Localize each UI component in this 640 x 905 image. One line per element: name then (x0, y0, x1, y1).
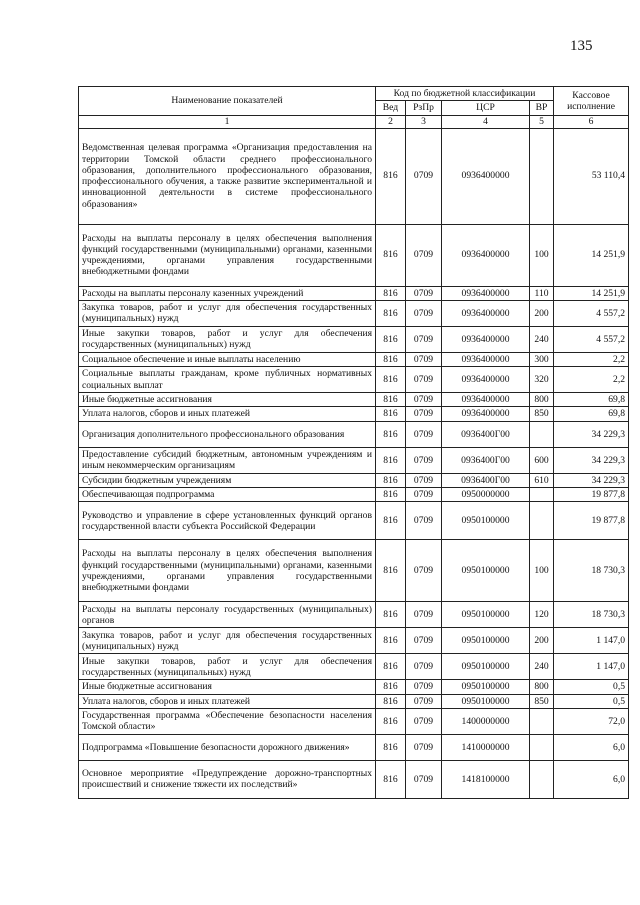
table-row (79, 128, 629, 224)
row-cash-amount: 19 877,8 (554, 488, 629, 502)
row-ved-code: 816 (376, 602, 406, 628)
row-name: Расходы на выплаты персоналу государственных (муниципальных) органов (79, 602, 376, 628)
row-ved-code: 816 (376, 708, 406, 734)
row-vr-code (530, 421, 554, 447)
row-name: Субсидии бюджетным учреждениям (79, 473, 376, 487)
row-name: Закупка товаров, работ и услуг для обеспечения государственных (муниципальных) нужд (79, 300, 376, 326)
row-cash-amount: 2,2 (554, 367, 629, 393)
table-row (79, 352, 629, 366)
row-ved-code: 816 (376, 447, 406, 473)
row-vr-code (530, 502, 554, 540)
row-name: Закупка товаров, работ и услуг для обеспечения государственных (муниципальных) нужд (79, 628, 376, 654)
column-number: 4 (442, 115, 530, 128)
row-ved-code: 816 (376, 393, 406, 407)
column-number: 3 (406, 115, 442, 128)
row-ved-code: 816 (376, 128, 406, 224)
row-csr-code: 0936400000 (442, 352, 530, 366)
row-cash-amount: 69,8 (554, 407, 629, 421)
row-rzpr-code: 0709 (406, 488, 442, 502)
header-csr: ЦСР (442, 101, 530, 115)
row-rzpr-code: 0709 (406, 502, 442, 540)
row-rzpr-code: 0709 (406, 407, 442, 421)
table-row (79, 602, 629, 628)
row-vr-code (530, 708, 554, 734)
row-csr-code: 0936400Г00 (442, 447, 530, 473)
row-cash-amount: 72,0 (554, 708, 629, 734)
row-rzpr-code: 0709 (406, 352, 442, 366)
row-vr-code: 240 (530, 326, 554, 352)
row-name: Расходы на выплаты персоналу в целях обеспечения выполнения функций государственными (муниципальными) органами, казенными учреждениями, органами управления государственными внебюджетными фондами (79, 540, 376, 602)
row-cash-amount: 2,2 (554, 352, 629, 366)
row-rzpr-code: 0709 (406, 128, 442, 224)
row-csr-code: 0950100000 (442, 680, 530, 694)
row-rzpr-code: 0709 (406, 473, 442, 487)
table-row (79, 407, 629, 421)
row-vr-code: 600 (530, 447, 554, 473)
row-rzpr-code: 0709 (406, 694, 442, 708)
row-cash-amount: 14 251,9 (554, 286, 629, 300)
row-ved-code: 816 (376, 680, 406, 694)
row-name: Ведомственная целевая программа «Организация предоставления на территории Томской области среднего профессионального образования, дополнительного профессионального образования, профессионального обучения, а также развитие экспериментальной и инновационной деятельности в системе профессионального образования» (79, 128, 376, 224)
budget-table (78, 86, 629, 799)
row-ved-code: 816 (376, 760, 406, 798)
table-row (79, 393, 629, 407)
header-ved: Вед (376, 101, 406, 115)
row-ved-code: 816 (376, 300, 406, 326)
row-name: Иные закупки товаров, работ и услуг для обеспечения государственных (муниципальных) нужд (79, 654, 376, 680)
row-rzpr-code: 0709 (406, 300, 442, 326)
row-ved-code: 816 (376, 367, 406, 393)
row-cash-amount: 0,5 (554, 680, 629, 694)
table-row (79, 447, 629, 473)
row-vr-code: 120 (530, 602, 554, 628)
row-cash-amount: 34 229,3 (554, 421, 629, 447)
row-rzpr-code: 0709 (406, 421, 442, 447)
row-cash-amount: 0,5 (554, 694, 629, 708)
row-vr-code: 100 (530, 540, 554, 602)
row-cash-amount: 14 251,9 (554, 224, 629, 286)
row-ved-code: 816 (376, 224, 406, 286)
row-csr-code: 0936400000 (442, 286, 530, 300)
row-vr-code: 200 (530, 300, 554, 326)
row-cash-amount: 6,0 (554, 760, 629, 798)
row-vr-code: 800 (530, 393, 554, 407)
table-row (79, 367, 629, 393)
row-ved-code: 816 (376, 654, 406, 680)
row-vr-code: 240 (530, 654, 554, 680)
row-name: Иные бюджетные ассигнования (79, 393, 376, 407)
row-cash-amount: 1 147,0 (554, 654, 629, 680)
row-name: Расходы на выплаты персоналу в целях обеспечения выполнения функций государственными (муниципальными) органами, казенными учреждениями, органами управления государственными внебюджетными фондами (79, 224, 376, 286)
table-row (79, 540, 629, 602)
row-rzpr-code: 0709 (406, 602, 442, 628)
row-cash-amount: 4 557,2 (554, 326, 629, 352)
row-cash-amount: 4 557,2 (554, 300, 629, 326)
row-cash-amount: 6,0 (554, 734, 629, 760)
row-rzpr-code: 0709 (406, 224, 442, 286)
row-vr-code: 850 (530, 694, 554, 708)
row-ved-code: 816 (376, 628, 406, 654)
row-csr-code: 0950100000 (442, 654, 530, 680)
row-rzpr-code: 0709 (406, 680, 442, 694)
row-name: Государственная программа «Обеспечение безопасности населения Томской области» (79, 708, 376, 734)
table-row (79, 628, 629, 654)
column-number: 1 (79, 115, 376, 128)
row-csr-code: 0950100000 (442, 540, 530, 602)
table-row (79, 502, 629, 540)
row-vr-code: 800 (530, 680, 554, 694)
row-csr-code: 1400000000 (442, 708, 530, 734)
row-rzpr-code: 0709 (406, 654, 442, 680)
page-number: 135 (570, 38, 593, 54)
row-name: Руководство и управление в сфере установленных функций органов государственной власти субъекта Российской Федерации (79, 502, 376, 540)
row-csr-code: 0936400000 (442, 407, 530, 421)
row-name: Организация дополнительного профессионального образования (79, 421, 376, 447)
row-rzpr-code: 0709 (406, 734, 442, 760)
row-csr-code: 0936400000 (442, 224, 530, 286)
column-number: 6 (554, 115, 629, 128)
row-csr-code: 0950000000 (442, 488, 530, 502)
table-row (79, 694, 629, 708)
row-cash-amount: 34 229,3 (554, 473, 629, 487)
header-vr: ВР (530, 101, 554, 115)
row-rzpr-code: 0709 (406, 326, 442, 352)
row-vr-code (530, 760, 554, 798)
row-vr-code: 100 (530, 224, 554, 286)
row-rzpr-code: 0709 (406, 708, 442, 734)
row-csr-code: 0950100000 (442, 502, 530, 540)
row-name: Расходы на выплаты персоналу казенных учреждений (79, 286, 376, 300)
table-row (79, 654, 629, 680)
row-csr-code: 1418100000 (442, 760, 530, 798)
row-csr-code: 0936400000 (442, 128, 530, 224)
row-ved-code: 816 (376, 734, 406, 760)
row-csr-code: 0936400Г00 (442, 473, 530, 487)
row-ved-code: 816 (376, 473, 406, 487)
row-cash-amount: 69,8 (554, 393, 629, 407)
row-csr-code: 0950100000 (442, 628, 530, 654)
header-cash-execution: Кассовое исполнение (554, 87, 629, 116)
row-vr-code (530, 128, 554, 224)
table-row (79, 708, 629, 734)
row-vr-code: 850 (530, 407, 554, 421)
table-row (79, 326, 629, 352)
row-name: Обеспечивающая подпрограмма (79, 488, 376, 502)
table-row (79, 488, 629, 502)
table-row (79, 421, 629, 447)
table-row (79, 760, 629, 798)
row-ved-code: 816 (376, 352, 406, 366)
row-vr-code (530, 734, 554, 760)
row-rzpr-code: 0709 (406, 760, 442, 798)
header-name: Наименование показателей (79, 87, 376, 116)
row-csr-code: 0936400Г00 (442, 421, 530, 447)
row-name: Социальные выплаты гражданам, кроме публичных нормативных социальных выплат (79, 367, 376, 393)
row-csr-code: 0936400000 (442, 367, 530, 393)
header-code-group: Код по бюджетной классификации (376, 87, 554, 101)
table-row (79, 734, 629, 760)
row-name: Иные бюджетные ассигнования (79, 680, 376, 694)
row-name: Уплата налогов, сборов и иных платежей (79, 407, 376, 421)
row-csr-code: 0936400000 (442, 393, 530, 407)
row-name: Основное мероприятие «Предупреждение дорожно-транспортных происшествий и снижение тяжести их последствий» (79, 760, 376, 798)
row-vr-code: 300 (530, 352, 554, 366)
row-vr-code (530, 488, 554, 502)
row-cash-amount: 19 877,8 (554, 502, 629, 540)
row-rzpr-code: 0709 (406, 628, 442, 654)
table-row (79, 224, 629, 286)
row-csr-code: 0950100000 (442, 694, 530, 708)
row-rzpr-code: 0709 (406, 367, 442, 393)
column-number: 2 (376, 115, 406, 128)
row-rzpr-code: 0709 (406, 540, 442, 602)
row-csr-code: 0950100000 (442, 602, 530, 628)
row-ved-code: 816 (376, 488, 406, 502)
row-vr-code: 200 (530, 628, 554, 654)
row-csr-code: 0936400000 (442, 300, 530, 326)
row-vr-code: 320 (530, 367, 554, 393)
row-cash-amount: 53 110,4 (554, 128, 629, 224)
table-row (79, 300, 629, 326)
row-name: Социальное обеспечение и иные выплаты населению (79, 352, 376, 366)
row-csr-code: 0936400000 (442, 326, 530, 352)
column-number: 5 (530, 115, 554, 128)
row-ved-code: 816 (376, 326, 406, 352)
row-name: Уплата налогов, сборов и иных платежей (79, 694, 376, 708)
header-rzpr: РзПр (406, 101, 442, 115)
row-name: Предоставление субсидий бюджетным, автономным учреждениям и иным некоммерческим организациям (79, 447, 376, 473)
row-vr-code: 610 (530, 473, 554, 487)
row-ved-code: 816 (376, 502, 406, 540)
row-rzpr-code: 0709 (406, 393, 442, 407)
row-vr-code: 110 (530, 286, 554, 300)
row-ved-code: 816 (376, 421, 406, 447)
row-ved-code: 816 (376, 286, 406, 300)
table-row (79, 473, 629, 487)
table-row (79, 286, 629, 300)
table-row (79, 680, 629, 694)
row-cash-amount: 1 147,0 (554, 628, 629, 654)
row-name: Подпрограмма «Повышение безопасности дорожного движения» (79, 734, 376, 760)
row-rzpr-code: 0709 (406, 447, 442, 473)
row-rzpr-code: 0709 (406, 286, 442, 300)
row-cash-amount: 18 730,3 (554, 602, 629, 628)
row-ved-code: 816 (376, 407, 406, 421)
row-ved-code: 816 (376, 694, 406, 708)
row-cash-amount: 34 229,3 (554, 447, 629, 473)
row-csr-code: 1410000000 (442, 734, 530, 760)
row-name: Иные закупки товаров, работ и услуг для обеспечения государственных (муниципальных) нужд (79, 326, 376, 352)
row-ved-code: 816 (376, 540, 406, 602)
row-cash-amount: 18 730,3 (554, 540, 629, 602)
